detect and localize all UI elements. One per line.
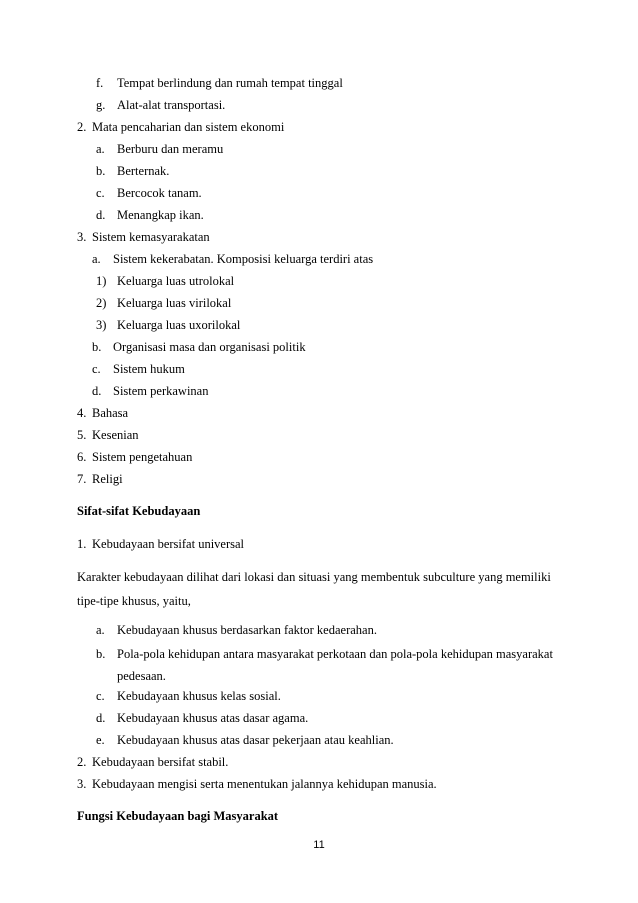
list-marker: d. xyxy=(96,711,106,725)
list-item: Mata pencaharian dan sistem ekonomi xyxy=(92,120,285,134)
list-marker: 6. xyxy=(77,450,87,464)
list-item: Kebudayaan khusus atas dasar agama. xyxy=(117,711,309,725)
list-marker: a. xyxy=(96,623,105,637)
list-marker: b. xyxy=(96,647,106,661)
list-item: Berternak. xyxy=(117,164,170,178)
list-marker: g. xyxy=(96,98,106,112)
list-marker: 4. xyxy=(77,406,87,420)
list-item: Kesenian xyxy=(92,428,139,442)
list-item: Pola-pola kehidupan antara masyarakat perkotaan dan pola-pola kehidupan masyarakat xyxy=(117,647,553,661)
list-item: Kebudayaan khusus berdasarkan faktor kedaerahan. xyxy=(117,623,377,637)
list-marker: 3. xyxy=(77,777,87,791)
list-marker: 3) xyxy=(96,318,107,332)
list-marker: 2. xyxy=(77,755,87,769)
list-item: Alat-alat transportasi. xyxy=(117,98,226,112)
list-marker: 1) xyxy=(96,274,107,288)
list-item: Kebudayaan khusus atas dasar pekerjaan atau keahlian. xyxy=(117,733,394,747)
list-item: Sistem pengetahuan xyxy=(92,450,193,464)
section-heading-fungsi: Fungsi Kebudayaan bagi Masyarakat xyxy=(77,809,279,823)
list-item: Keluarga luas virilokal xyxy=(117,296,232,310)
list-item: Berburu dan meramu xyxy=(117,142,224,156)
list-marker: 2) xyxy=(96,296,107,310)
list-marker: a. xyxy=(96,142,105,156)
list-marker: 7. xyxy=(77,472,87,486)
list-item: Religi xyxy=(92,472,123,486)
list-marker: a. xyxy=(92,252,101,266)
list-item: Sistem hukum xyxy=(113,362,185,376)
list-item: Organisasi masa dan organisasi politik xyxy=(113,340,306,354)
list-item: Kebudayaan mengisi serta menentukan jalannya kehidupan manusia. xyxy=(92,777,437,791)
list-marker: d. xyxy=(92,384,102,398)
section-heading-sifat: Sifat-sifat Kebudayaan xyxy=(77,504,201,518)
list-marker: b. xyxy=(96,164,106,178)
list-marker: b. xyxy=(92,340,102,354)
list-item: Keluarga luas utrolokal xyxy=(117,274,235,288)
list-marker: d. xyxy=(96,208,106,222)
list-marker: 3. xyxy=(77,230,87,244)
paragraph-line: Karakter kebudayaan dilihat dari lokasi dan situasi yang membentuk subculture yang memiliki xyxy=(77,570,551,584)
list-marker: c. xyxy=(96,689,105,703)
list-item: Sistem kemasyarakatan xyxy=(92,230,210,244)
list-marker: e. xyxy=(96,733,105,747)
list-marker: f. xyxy=(96,76,104,90)
list-item-continuation: pedesaan. xyxy=(117,669,166,683)
list-item: Bercocok tanam. xyxy=(117,186,202,200)
list-item: Sistem kekerabatan. Komposisi keluarga terdiri atas xyxy=(113,252,374,266)
list-item: Bahasa xyxy=(92,406,129,420)
list-marker: c. xyxy=(96,186,105,200)
list-item: Menangkap ikan. xyxy=(117,208,204,222)
page-number: 11 xyxy=(313,839,325,851)
list-item: Keluarga luas uxorilokal xyxy=(117,318,241,332)
list-item: Tempat berlindung dan rumah tempat tinggal xyxy=(117,76,343,90)
list-item: Kebudayaan bersifat stabil. xyxy=(92,755,229,769)
list-item: Sistem perkawinan xyxy=(113,384,209,398)
list-marker: 1. xyxy=(77,537,87,551)
list-item: Kebudayaan khusus kelas sosial. xyxy=(117,689,281,703)
paragraph-line: tipe-tipe khusus, yaitu, xyxy=(77,594,191,608)
list-marker: c. xyxy=(92,362,101,376)
list-marker: 2. xyxy=(77,120,87,134)
list-marker: 5. xyxy=(77,428,87,442)
list-item: Kebudayaan bersifat universal xyxy=(92,537,245,551)
